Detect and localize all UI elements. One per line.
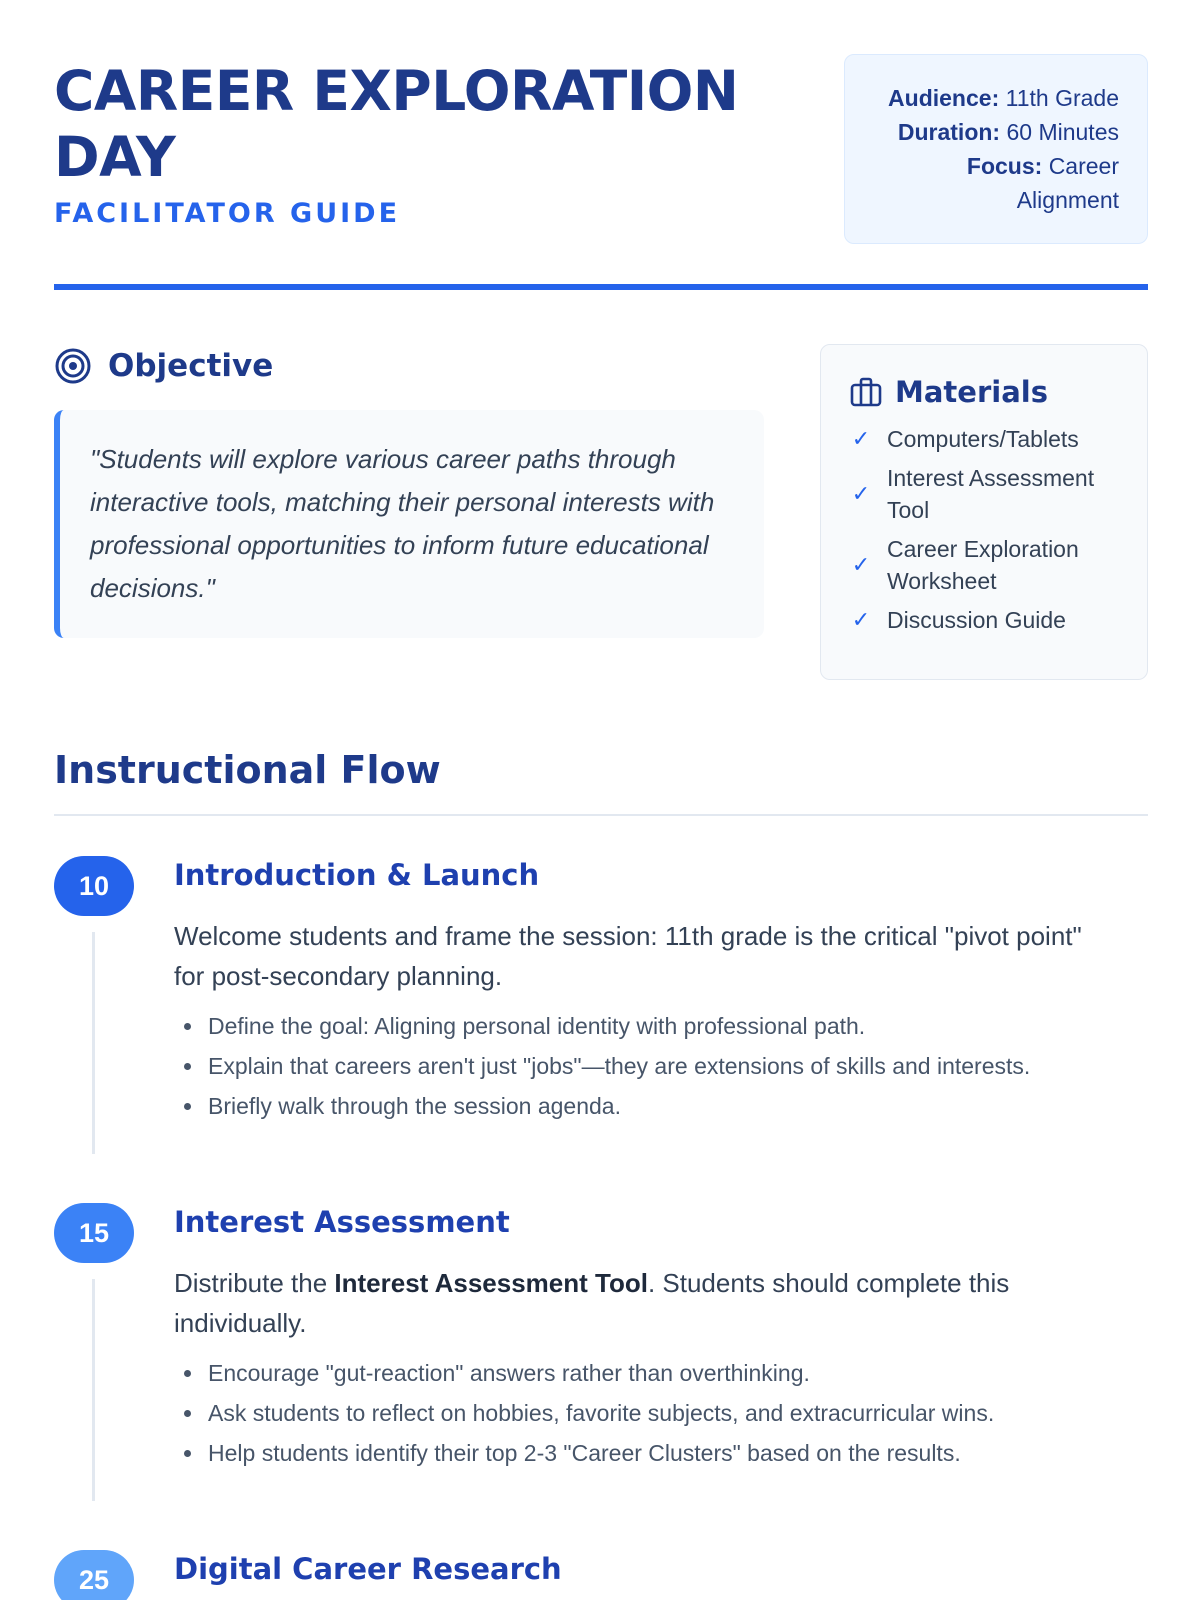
step-description: [174, 1263, 1114, 1343]
list-item: Encourage "gut-reaction" answers rather than overthinking.: [174, 1353, 1134, 1393]
check-icon: ✓: [851, 481, 871, 506]
step-description-text: Distribute the: [174, 1268, 335, 1298]
step-description-emphasis: Interest Assessment Tool: [334, 1268, 648, 1298]
meta-value: 11th Grade: [1005, 85, 1119, 111]
meta-value: Career Alignment: [1016, 153, 1119, 213]
meta-audience: [845, 81, 1119, 115]
page-title: CAREER EXPLORATION DAY: [54, 59, 739, 189]
flow-step: [54, 1203, 1148, 1503]
minutes-badge: 15: [54, 1203, 134, 1263]
header-divider: [54, 284, 1148, 290]
meta-label: Audience:: [888, 85, 1000, 111]
materials-item-label: Career Exploration Worksheet: [887, 536, 1079, 594]
objective-heading: [54, 346, 273, 386]
page-header: [54, 50, 1148, 290]
flow-heading: Instructional Flow: [54, 748, 441, 792]
flow-divider: [54, 814, 1148, 816]
materials-item: [849, 462, 1121, 526]
target-icon: [54, 347, 92, 385]
timeline-line: [92, 1279, 95, 1501]
timeline-line: [92, 932, 95, 1154]
step-bullets: [174, 1353, 1134, 1473]
objective-quote: "Students will explore various career paths through interactive tools, matching their personal interests with professional opportunities to inform future educational decisions.": [54, 410, 764, 638]
page-subtitle: FACILITATOR GUIDE: [54, 198, 401, 229]
check-icon: ✓: [851, 607, 871, 632]
meta-value: 60 Minutes: [1006, 119, 1119, 145]
materials-item: [849, 533, 1121, 597]
materials-heading: [849, 375, 1121, 409]
list-item: Define the goal: Aligning personal identity with professional path.: [174, 1006, 1134, 1046]
materials-title: Materials: [895, 375, 1048, 409]
objective-title: Objective: [108, 348, 274, 384]
step-description-text: . Students should complete this individually.: [174, 1268, 1010, 1338]
meta-focus: [845, 149, 1119, 217]
step-title: Interest Assessment: [174, 1205, 510, 1239]
step-description: Welcome students and frame the session: 11th grade is the critical "pivot point" for post-secondary planning.: [174, 921, 1082, 991]
step-title: Digital Career Research: [174, 1552, 562, 1586]
briefcase-icon: [849, 375, 883, 409]
flow-step: [54, 856, 1148, 1156]
meta-duration: [845, 115, 1119, 149]
session-meta-box: [844, 54, 1148, 244]
materials-item-label: Computers/Tablets: [887, 426, 1079, 452]
materials-item: [849, 604, 1121, 636]
materials-item: [849, 423, 1121, 455]
list-item: Ask students to reflect on hobbies, favorite subjects, and extracurricular wins.: [174, 1393, 1134, 1433]
meta-label: Focus:: [966, 153, 1043, 179]
minutes-badge: 10: [54, 856, 134, 916]
materials-item-label: Interest Assessment Tool: [887, 465, 1095, 523]
list-item: Explain that careers aren't just "jobs"—they are extensions of skills and interests.: [174, 1046, 1134, 1086]
check-icon: ✓: [851, 552, 871, 577]
minutes-badge: 25: [54, 1550, 134, 1600]
materials-card: [820, 344, 1148, 680]
step-bullets: [174, 1006, 1134, 1126]
meta-label: Duration:: [897, 119, 1001, 145]
list-item: Help students identify their top 2-3 "Career Clusters" based on the results.: [174, 1433, 1134, 1473]
step-title: Introduction & Launch: [174, 858, 540, 892]
flow-step: [54, 1550, 1148, 1600]
materials-item-label: Discussion Guide: [887, 607, 1066, 633]
list-item: Briefly walk through the session agenda.: [174, 1086, 1134, 1126]
check-icon: ✓: [851, 426, 871, 451]
